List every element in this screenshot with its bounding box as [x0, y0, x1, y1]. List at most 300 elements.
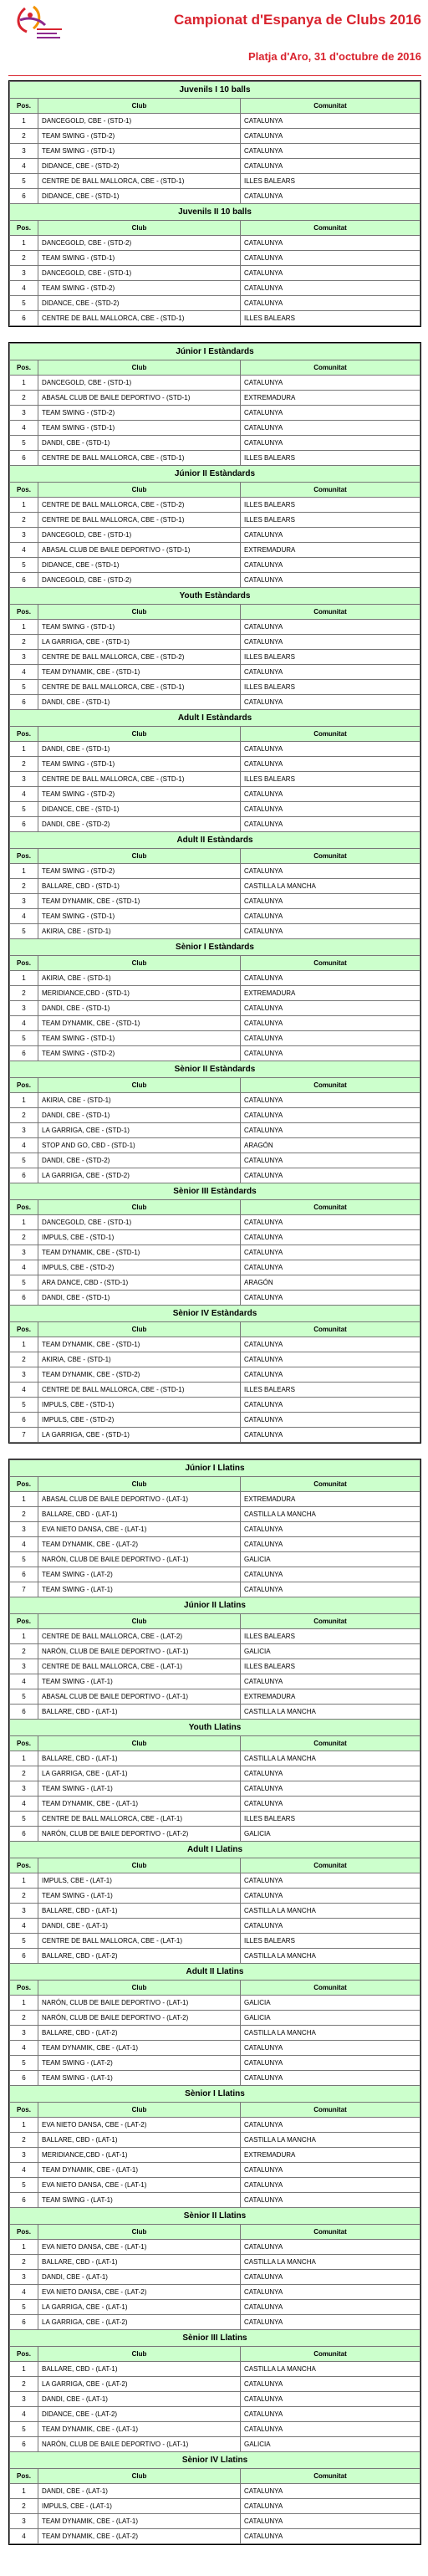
column-header-community: Comunitat: [241, 221, 420, 236]
community-cell: CATALUNYA: [241, 1168, 420, 1183]
table-row: [10, 1996, 420, 2011]
community-cell: CATALUNYA: [241, 1215, 420, 1230]
club-cell: DANCEGOLD, CBE - (STD-1): [38, 266, 241, 281]
category-title: Sènior IV Llatins: [10, 2452, 420, 2469]
community-cell: ILLES BALEARS: [241, 1812, 420, 1827]
club-cell: EVA NIETO DANSA, CBE - (LAT-1): [38, 2240, 241, 2255]
category-title: Sènior I Llatins: [10, 2086, 420, 2103]
table-row: [10, 1153, 420, 1168]
column-header-pos: Pos.: [10, 956, 38, 971]
category-header-row: [10, 588, 420, 605]
column-header-row: [10, 1614, 420, 1629]
results-group: [8, 1459, 421, 2545]
community-cell: CATALUNYA: [241, 1352, 420, 1367]
table-row: [10, 1413, 420, 1428]
category-title: Sènior III Estàndards: [10, 1183, 420, 1200]
column-header-pos: Pos.: [10, 1322, 38, 1337]
table-row: [10, 2071, 420, 2086]
column-header-row: [10, 1477, 420, 1492]
table-row: [10, 802, 420, 817]
table-row: [10, 1367, 420, 1383]
table-row: [10, 391, 420, 406]
position-cell: 4: [10, 909, 38, 924]
community-cell: EXTREMADURA: [241, 2148, 420, 2163]
column-header-community: Comunitat: [241, 2347, 420, 2362]
community-cell: EXTREMADURA: [241, 1492, 420, 1507]
club-cell: AKIRIA, CBE - (STD-1): [38, 971, 241, 986]
position-cell: 6: [10, 2437, 38, 2452]
community-cell: CATALUNYA: [241, 2407, 420, 2422]
club-cell: TEAM DYNAMIK, CBE - (LAT-2): [38, 1537, 241, 1552]
position-cell: 1: [10, 1996, 38, 2011]
position-cell: 4: [10, 1260, 38, 1275]
community-cell: CATALUNYA: [241, 2529, 420, 2544]
table-row: [10, 635, 420, 650]
club-cell: TEAM SWING - (STD-1): [38, 1031, 241, 1046]
club-cell: DANDI, CBE - (STD-1): [38, 742, 241, 757]
results-group: [8, 342, 421, 1444]
position-cell: 1: [10, 1492, 38, 1507]
community-cell: CATALUNYA: [241, 894, 420, 909]
club-cell: TEAM DYNAMIK, CBE - (STD-1): [38, 1337, 241, 1352]
position-cell: 1: [10, 1873, 38, 1889]
column-header-row: [10, 1078, 420, 1093]
club-cell: DANCEGOLD, CBE - (STD-1): [38, 1215, 241, 1230]
community-cell: ILLES BALEARS: [241, 680, 420, 695]
community-cell: CATALUNYA: [241, 2499, 420, 2514]
results-table: [9, 81, 420, 326]
table-row: [10, 620, 420, 635]
table-row: [10, 2407, 420, 2422]
category-title: Youth Llatins: [10, 1720, 420, 1736]
community-cell: CATALUNYA: [241, 1123, 420, 1138]
table-row: [10, 266, 420, 281]
club-cell: BALLARE, CBD - (LAT-1): [38, 1705, 241, 1720]
club-cell: TEAM SWING - (STD-2): [38, 787, 241, 802]
club-cell: MERIDIANCE,CBD - (LAT-1): [38, 2148, 241, 2163]
category-title: Sènior III Llatins: [10, 2330, 420, 2347]
club-cell: IMPULS, CBE - (STD-2): [38, 1413, 241, 1428]
club-cell: DANCEGOLD, CBE - (STD-1): [38, 114, 241, 129]
community-cell: CATALUNYA: [241, 757, 420, 772]
community-cell: ILLES BALEARS: [241, 498, 420, 513]
header-divider: [8, 75, 421, 76]
column-header-row: [10, 605, 420, 620]
position-cell: 6: [10, 1413, 38, 1428]
position-cell: 3: [10, 2514, 38, 2529]
column-header-club: Club: [38, 1078, 241, 1093]
club-cell: CENTRE DE BALL MALLORCA, CBE - (LAT-2): [38, 1629, 241, 1644]
club-cell: TEAM SWING - (STD-1): [38, 757, 241, 772]
club-cell: TEAM SWING - (STD-1): [38, 144, 241, 159]
community-cell: CATALUNYA: [241, 1260, 420, 1275]
community-cell: CATALUNYA: [241, 1567, 420, 1582]
club-cell: DANDI, CBE - (STD-2): [38, 1153, 241, 1168]
table-row: [10, 1016, 420, 1031]
club-cell: LA GARRIGA, CBE - (LAT-2): [38, 2377, 241, 2392]
table-row: [10, 787, 420, 802]
column-header-club: Club: [38, 1322, 241, 1337]
position-cell: 5: [10, 1031, 38, 1046]
community-cell: CATALUNYA: [241, 1108, 420, 1123]
club-cell: TEAM SWING - (LAT-1): [38, 2193, 241, 2208]
column-header-pos: Pos.: [10, 1614, 38, 1629]
position-cell: 1: [10, 236, 38, 251]
results-group: [8, 80, 421, 327]
federation-logo: [8, 3, 67, 43]
column-header-club: Club: [38, 727, 241, 742]
table-row: [10, 1168, 420, 1183]
table-row: [10, 1873, 420, 1889]
table-row: [10, 2270, 420, 2285]
community-cell: CATALUNYA: [241, 1337, 420, 1352]
table-row: [10, 129, 420, 144]
column-header-row: [10, 1981, 420, 1996]
community-cell: CATALUNYA: [241, 1398, 420, 1413]
club-cell: EVA NIETO DANSA, CBE - (LAT-2): [38, 2285, 241, 2300]
position-cell: 1: [10, 971, 38, 986]
table-row: [10, 2422, 420, 2437]
column-header-community: Comunitat: [241, 2225, 420, 2240]
category-header-row: [10, 710, 420, 727]
community-cell: CATALUNYA: [241, 129, 420, 144]
position-cell: 6: [10, 1168, 38, 1183]
community-cell: CATALUNYA: [241, 2240, 420, 2255]
community-cell: CATALUNYA: [241, 1245, 420, 1260]
table-row: [10, 1751, 420, 1766]
position-cell: 6: [10, 1827, 38, 1842]
column-header-row: [10, 1200, 420, 1215]
position-cell: 3: [10, 772, 38, 787]
category-header-row: [10, 2452, 420, 2469]
club-cell: BALLARE, CBD - (LAT-1): [38, 2255, 241, 2270]
position-cell: 4: [10, 2529, 38, 2544]
community-cell: ILLES BALEARS: [241, 174, 420, 189]
table-row: [10, 1919, 420, 1934]
position-cell: 2: [10, 1230, 38, 1245]
community-cell: CATALUNYA: [241, 2071, 420, 2086]
category-header-row: [10, 1061, 420, 1078]
column-header-club: Club: [38, 2225, 241, 2240]
position-cell: 1: [10, 1093, 38, 1108]
column-header-club: Club: [38, 1200, 241, 1215]
position-cell: 1: [10, 376, 38, 391]
community-cell: ILLES BALEARS: [241, 311, 420, 326]
column-header-club: Club: [38, 1981, 241, 1996]
position-cell: 4: [10, 421, 38, 436]
table-row: [10, 894, 420, 909]
table-row: [10, 986, 420, 1001]
club-cell: BALLARE, CBD - (LAT-2): [38, 1949, 241, 1964]
club-cell: BALLARE, CBD - (LAT-1): [38, 2133, 241, 2148]
position-cell: 5: [10, 436, 38, 451]
position-cell: 2: [10, 129, 38, 144]
column-header-row: [10, 1736, 420, 1751]
community-cell: GALICIA: [241, 1827, 420, 1842]
community-cell: CATALUNYA: [241, 189, 420, 204]
community-cell: CATALUNYA: [241, 1031, 420, 1046]
position-cell: 7: [10, 1582, 38, 1597]
table-row: [10, 1827, 420, 1842]
column-header-pos: Pos.: [10, 1736, 38, 1751]
table-row: [10, 1230, 420, 1245]
community-cell: CATALUNYA: [241, 2285, 420, 2300]
position-cell: 3: [10, 144, 38, 159]
club-cell: TEAM SWING - (LAT-2): [38, 1567, 241, 1582]
table-row: [10, 236, 420, 251]
position-cell: 4: [10, 159, 38, 174]
club-cell: AKIRIA, CBE - (STD-1): [38, 1352, 241, 1367]
column-header-pos: Pos.: [10, 1477, 38, 1492]
category-title: Juvenils II 10 balls: [10, 204, 420, 221]
community-cell: CATALUNYA: [241, 236, 420, 251]
column-header-club: Club: [38, 2469, 241, 2484]
position-cell: 4: [10, 2407, 38, 2422]
community-cell: GALICIA: [241, 1644, 420, 1659]
club-cell: BALLARE, CBD - (LAT-1): [38, 1904, 241, 1919]
club-cell: CENTRE DE BALL MALLORCA, CBE - (LAT-1): [38, 1659, 241, 1674]
category-header-row: [10, 1183, 420, 1200]
table-row: [10, 2392, 420, 2407]
position-cell: 4: [10, 543, 38, 558]
column-header-pos: Pos.: [10, 1200, 38, 1215]
column-header-community: Comunitat: [241, 727, 420, 742]
community-cell: EXTREMADURA: [241, 1689, 420, 1705]
column-header-club: Club: [38, 2103, 241, 2118]
club-cell: TEAM SWING - (LAT-1): [38, 1781, 241, 1797]
position-cell: 2: [10, 1766, 38, 1781]
position-cell: 3: [10, 2148, 38, 2163]
position-cell: 1: [10, 742, 38, 757]
position-cell: 3: [10, 406, 38, 421]
column-header-community: Comunitat: [241, 2103, 420, 2118]
position-cell: 2: [10, 986, 38, 1001]
community-cell: ILLES BALEARS: [241, 1659, 420, 1674]
table-row: [10, 573, 420, 588]
community-cell: GALICIA: [241, 2011, 420, 2026]
column-header-club: Club: [38, 360, 241, 376]
club-cell: TEAM DYNAMIK, CBE - (STD-1): [38, 1016, 241, 1031]
position-cell: 6: [10, 1949, 38, 1964]
community-cell: ILLES BALEARS: [241, 513, 420, 528]
position-cell: 1: [10, 2362, 38, 2377]
position-cell: 5: [10, 2056, 38, 2071]
table-row: [10, 1138, 420, 1153]
community-cell: CATALUNYA: [241, 787, 420, 802]
column-header-community: Comunitat: [241, 360, 420, 376]
column-header-club: Club: [38, 221, 241, 236]
club-cell: TEAM SWING - (LAT-1): [38, 1582, 241, 1597]
position-cell: 1: [10, 498, 38, 513]
community-cell: CATALUNYA: [241, 1889, 420, 1904]
column-header-pos: Pos.: [10, 605, 38, 620]
table-row: [10, 406, 420, 421]
club-cell: TEAM SWING - (LAT-2): [38, 2056, 241, 2071]
club-cell: BALLARE, CBD - (LAT-2): [38, 2026, 241, 2041]
category-header-row: [10, 344, 420, 360]
column-header-club: Club: [38, 483, 241, 498]
community-cell: GALICIA: [241, 2437, 420, 2452]
column-header-pos: Pos.: [10, 1981, 38, 1996]
community-cell: CASTILLA LA MANCHA: [241, 2133, 420, 2148]
community-cell: CATALUNYA: [241, 1413, 420, 1428]
table-row: [10, 2514, 420, 2529]
position-cell: 3: [10, 1245, 38, 1260]
table-row: [10, 144, 420, 159]
community-cell: CATALUNYA: [241, 1873, 420, 1889]
position-cell: 4: [10, 2041, 38, 2056]
column-header-community: Comunitat: [241, 1614, 420, 1629]
page-title: Campionat d'Espanya de Clubs 2016: [174, 12, 421, 28]
column-header-pos: Pos.: [10, 99, 38, 114]
community-cell: CATALUNYA: [241, 2514, 420, 2529]
position-cell: 2: [10, 251, 38, 266]
community-cell: CATALUNYA: [241, 436, 420, 451]
column-header-pos: Pos.: [10, 221, 38, 236]
club-cell: CENTRE DE BALL MALLORCA, CBE - (STD-1): [38, 513, 241, 528]
column-header-community: Comunitat: [241, 605, 420, 620]
community-cell: CATALUNYA: [241, 2392, 420, 2407]
club-cell: BALLARE, CBD - (LAT-1): [38, 1507, 241, 1522]
position-cell: 5: [10, 296, 38, 311]
club-cell: TEAM SWING - (STD-2): [38, 281, 241, 296]
position-cell: 5: [10, 924, 38, 939]
position-cell: 1: [10, 1629, 38, 1644]
club-cell: TEAM SWING - (STD-1): [38, 909, 241, 924]
club-cell: TEAM SWING - (STD-2): [38, 406, 241, 421]
column-header-community: Comunitat: [241, 1736, 420, 1751]
community-cell: CATALUNYA: [241, 573, 420, 588]
table-row: [10, 1046, 420, 1061]
club-cell: CENTRE DE BALL MALLORCA, CBE - (STD-1): [38, 311, 241, 326]
community-cell: CATALUNYA: [241, 281, 420, 296]
community-cell: CASTILLA LA MANCHA: [241, 1705, 420, 1720]
club-cell: LA GARRIGA, CBE - (STD-1): [38, 1428, 241, 1443]
position-cell: 2: [10, 391, 38, 406]
community-cell: ILLES BALEARS: [241, 772, 420, 787]
table-row: [10, 2240, 420, 2255]
position-cell: 5: [10, 1552, 38, 1567]
column-header-pos: Pos.: [10, 360, 38, 376]
community-cell: ARAGÓN: [241, 1138, 420, 1153]
community-cell: CATALUNYA: [241, 1016, 420, 1031]
community-cell: EXTREMADURA: [241, 391, 420, 406]
column-header-row: [10, 2469, 420, 2484]
column-header-community: Comunitat: [241, 849, 420, 864]
community-cell: CASTILLA LA MANCHA: [241, 1751, 420, 1766]
club-cell: NARÓN, CLUB DE BAILE DEPORTIVO - (LAT-2): [38, 1827, 241, 1842]
position-cell: 6: [10, 817, 38, 832]
position-cell: 4: [10, 1919, 38, 1934]
community-cell: CATALUNYA: [241, 2178, 420, 2193]
column-header-community: Comunitat: [241, 1981, 420, 1996]
table-row: [10, 2484, 420, 2499]
column-header-row: [10, 727, 420, 742]
community-cell: CASTILLA LA MANCHA: [241, 1949, 420, 1964]
position-cell: 3: [10, 1904, 38, 1919]
column-header-club: Club: [38, 605, 241, 620]
position-cell: 2: [10, 1352, 38, 1367]
position-cell: 3: [10, 1522, 38, 1537]
column-header-community: Comunitat: [241, 956, 420, 971]
column-header-club: Club: [38, 849, 241, 864]
table-row: [10, 543, 420, 558]
column-header-row: [10, 2103, 420, 2118]
club-cell: LA GARRIGA, CBE - (LAT-2): [38, 2315, 241, 2330]
club-cell: TEAM DYNAMIK, CBE - (STD-2): [38, 1367, 241, 1383]
column-header-pos: Pos.: [10, 1858, 38, 1873]
table-row: [10, 680, 420, 695]
club-cell: CENTRE DE BALL MALLORCA, CBE - (STD-2): [38, 498, 241, 513]
position-cell: 6: [10, 1291, 38, 1306]
position-cell: 3: [10, 528, 38, 543]
table-row: [10, 1001, 420, 1016]
community-cell: CATALUNYA: [241, 1766, 420, 1781]
column-header-row: [10, 956, 420, 971]
category-header-row: [10, 2330, 420, 2347]
table-row: [10, 1949, 420, 1964]
category-header-row: [10, 1597, 420, 1614]
club-cell: DANCEGOLD, CBE - (STD-1): [38, 528, 241, 543]
table-row: [10, 2499, 420, 2514]
table-row: [10, 513, 420, 528]
table-row: [10, 1934, 420, 1949]
club-cell: ABASAL CLUB DE BAILE DEPORTIVO - (LAT-1): [38, 1689, 241, 1705]
table-row: [10, 2193, 420, 2208]
community-cell: ARAGÓN: [241, 1275, 420, 1291]
community-cell: CATALUNYA: [241, 2422, 420, 2437]
club-cell: LA GARRIGA, CBE - (STD-1): [38, 1123, 241, 1138]
position-cell: 4: [10, 1016, 38, 1031]
position-cell: 2: [10, 1507, 38, 1522]
community-cell: CATALUNYA: [241, 376, 420, 391]
community-cell: CATALUNYA: [241, 296, 420, 311]
club-cell: DANDI, CBE - (STD-2): [38, 817, 241, 832]
club-cell: NARÓN, CLUB DE BAILE DEPORTIVO - (LAT-2): [38, 2011, 241, 2026]
position-cell: 3: [10, 650, 38, 665]
table-row: [10, 1889, 420, 1904]
position-cell: 5: [10, 1275, 38, 1291]
club-cell: DANDI, CBE - (LAT-1): [38, 2270, 241, 2285]
table-row: [10, 2437, 420, 2452]
club-cell: EVA NIETO DANSA, CBE - (LAT-2): [38, 2118, 241, 2133]
category-header-row: [10, 832, 420, 849]
club-cell: TEAM SWING - (LAT-1): [38, 2071, 241, 2086]
community-cell: EXTREMADURA: [241, 543, 420, 558]
column-header-pos: Pos.: [10, 849, 38, 864]
club-cell: ARA DANCE, CBD - (STD-1): [38, 1275, 241, 1291]
position-cell: 1: [10, 620, 38, 635]
club-cell: DIDANCE, CBE - (STD-1): [38, 189, 241, 204]
category-header-row: [10, 939, 420, 956]
position-cell: 4: [10, 665, 38, 680]
club-cell: DANCEGOLD, CBE - (STD-2): [38, 573, 241, 588]
position-cell: 7: [10, 1428, 38, 1443]
table-row: [10, 2300, 420, 2315]
community-cell: CATALUNYA: [241, 2315, 420, 2330]
position-cell: 2: [10, 1644, 38, 1659]
column-header-row: [10, 1322, 420, 1337]
table-row: [10, 189, 420, 204]
community-cell: CATALUNYA: [241, 159, 420, 174]
community-cell: CATALUNYA: [241, 924, 420, 939]
table-row: [10, 879, 420, 894]
position-cell: 3: [10, 894, 38, 909]
category-header-row: [10, 82, 420, 99]
community-cell: CATALUNYA: [241, 695, 420, 710]
position-cell: 6: [10, 573, 38, 588]
community-cell: CASTILLA LA MANCHA: [241, 2362, 420, 2377]
